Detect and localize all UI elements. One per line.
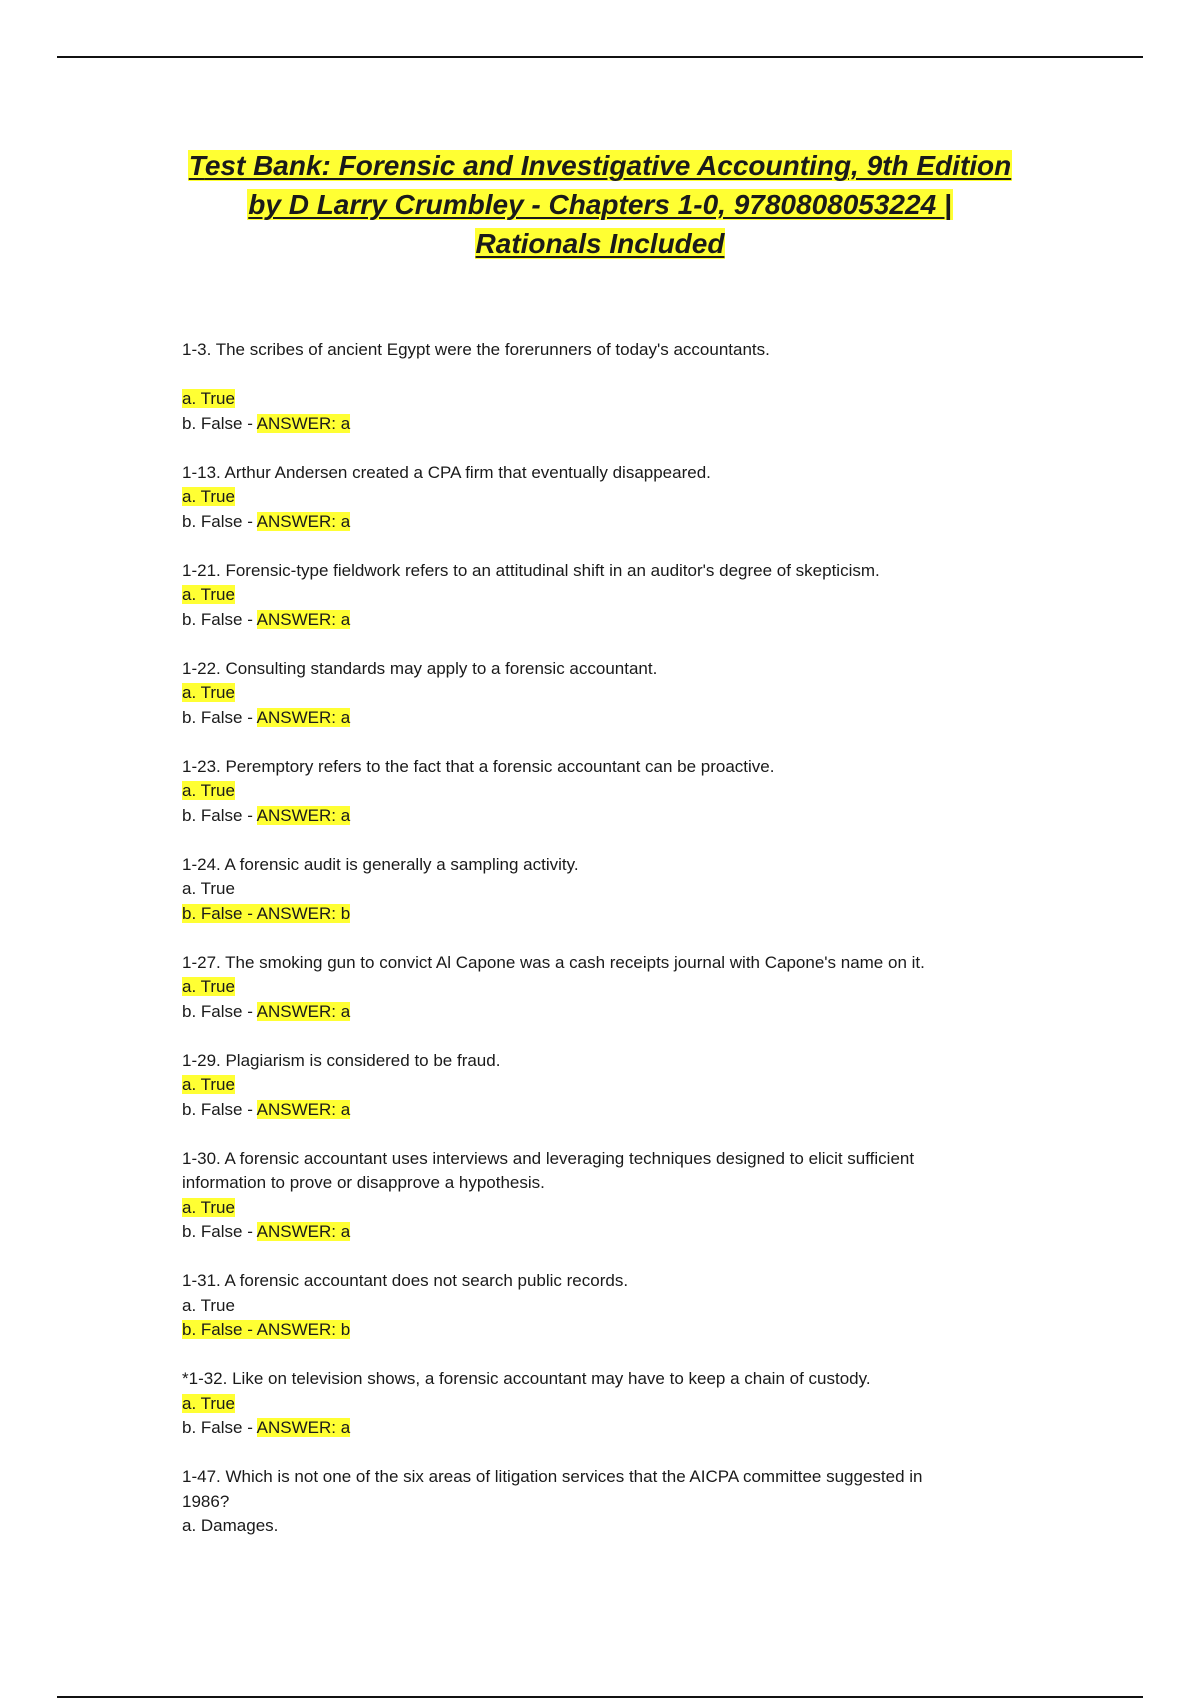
question-item xyxy=(182,338,1002,436)
title-line-1-text: est Bank: Forensic and Investigative Accounting, 9th Edition xyxy=(204,150,1012,181)
answer-key: ANSWER: a xyxy=(256,1222,351,1241)
question-stem: 1-13. Arthur Andersen created a CPA firm that eventually disappeared. xyxy=(182,462,711,482)
footer-rule xyxy=(57,1696,1143,1698)
question-stem: 1-27. The smoking gun to convict Al Capone was a cash receipts journal with Capone's name on it. xyxy=(182,952,925,972)
header-rule xyxy=(57,56,1143,58)
option-b xyxy=(182,902,1002,927)
option-b: b. False - ANSWER: a xyxy=(182,609,351,629)
question-stem-continued: information to prove or disapprove a hypothesis. xyxy=(182,1173,545,1192)
question-item xyxy=(182,1049,1002,1123)
option-a: a. True xyxy=(182,977,235,996)
question-item xyxy=(182,461,1002,535)
question-stem: 1-47. Which is not one of the six areas of litigation services that the AICPA committee suggested in xyxy=(182,1467,923,1486)
question-list xyxy=(182,338,1002,1563)
title-line-1 xyxy=(188,150,1013,181)
question-item xyxy=(182,755,1002,829)
answer-key: ANSWER: a xyxy=(256,609,351,629)
option-b: b. False - ANSWER: a xyxy=(182,707,351,727)
option-a: a. True xyxy=(182,683,235,702)
option-a: a. Damages. xyxy=(182,1516,279,1535)
question-item xyxy=(182,1367,1002,1441)
answer-key: ANSWER: a xyxy=(256,707,351,727)
option-b: b. False - ANSWER: a xyxy=(182,1001,351,1021)
answer-key: ANSWER: a xyxy=(256,511,351,531)
question-stem: 1-3. The scribes of ancient Egypt were the forerunners of today's accountants. xyxy=(182,340,770,359)
document-title xyxy=(150,146,1050,263)
question-stem: *1-32. Like on television shows, a forensic accountant may have to keep a chain of custody. xyxy=(182,1369,871,1388)
question-stem: 1-31. A forensic accountant does not search public records. xyxy=(182,1271,629,1290)
option-a: a. True xyxy=(182,487,235,506)
question-item xyxy=(182,657,1002,731)
option-a: a. True xyxy=(182,585,235,604)
question-item xyxy=(182,559,1002,633)
answer-key: ANSWER: a xyxy=(256,1099,351,1119)
option-b xyxy=(182,1318,1002,1343)
title-first-letter: T xyxy=(188,150,205,181)
option-b: b. False - ANSWER: a xyxy=(182,413,351,433)
question-stem: 1-23. Peremptory refers to the fact that a forensic accountant can be proactive. xyxy=(182,756,775,776)
option-b: b. False - ANSWER: a xyxy=(182,1418,351,1437)
answer-key: ANSWER: a xyxy=(256,1001,351,1021)
answer-key: ANSWER: a xyxy=(256,413,351,433)
answer-key: b. False - ANSWER: b xyxy=(182,903,351,923)
option-b: b. False - ANSWER: a xyxy=(182,1099,351,1119)
question-item xyxy=(182,1269,1002,1343)
title-line-2: by D Larry Crumbley - Chapters 1-0, 9780808053224 | xyxy=(248,189,952,220)
option-b: b. False - ANSWER: a xyxy=(182,805,351,825)
question-item xyxy=(182,1465,1002,1539)
question-stem: 1-21. Forensic-type fieldwork refers to an attitudinal shift in an auditor's degree of skepticism. xyxy=(182,560,880,580)
option-a: a. True xyxy=(182,879,235,898)
question-stem: 1-30. A forensic accountant uses interviews and leveraging techniques designed to elicit sufficient xyxy=(182,1148,915,1168)
option-a: a. True xyxy=(182,1197,235,1217)
title-line-3: Rationals Included xyxy=(475,228,725,259)
answer-key: ANSWER: a xyxy=(256,1418,351,1437)
question-stem: 1-24. A forensic audit is generally a sampling activity. xyxy=(182,854,579,874)
option-a: a. True xyxy=(182,1393,235,1413)
option-b: b. False - ANSWER: a xyxy=(182,511,351,531)
option-a: a. True xyxy=(182,781,235,800)
question-stem-continued: 1986? xyxy=(182,1491,230,1511)
option-b: b. False - ANSWER: a xyxy=(182,1222,351,1241)
question-item xyxy=(182,853,1002,927)
question-item xyxy=(182,1147,1002,1245)
question-stem: 1-29. Plagiarism is considered to be fraud. xyxy=(182,1050,501,1070)
question-item xyxy=(182,951,1002,1025)
option-a: a. True xyxy=(182,1295,235,1315)
answer-key: ANSWER: a xyxy=(256,805,351,825)
option-a: a. True xyxy=(182,389,235,408)
option-a: a. True xyxy=(182,1075,235,1094)
question-stem: 1-22. Consulting standards may apply to a forensic accountant. xyxy=(182,658,658,678)
answer-key: b. False - ANSWER: b xyxy=(182,1320,351,1339)
